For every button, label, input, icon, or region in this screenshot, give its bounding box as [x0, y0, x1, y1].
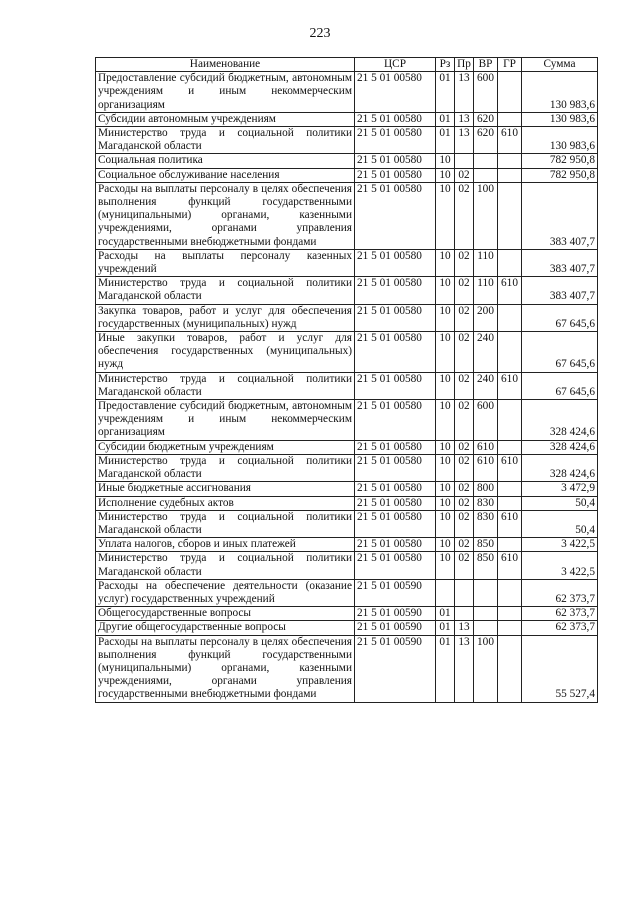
row-pr: 02	[455, 482, 474, 496]
row-csr: 21 5 01 00580	[355, 249, 436, 276]
row-rz: 10	[436, 538, 455, 552]
row-vr: 600	[474, 400, 498, 441]
row-sum: 67 645,6	[522, 372, 598, 399]
table-row	[96, 579, 598, 606]
row-pr: 13	[455, 112, 474, 126]
row-vr: 600	[474, 72, 498, 113]
row-csr: 21 5 01 00590	[355, 579, 436, 606]
row-sum: 383 407,7	[522, 277, 598, 304]
table-row	[96, 482, 598, 496]
row-rz: 10	[436, 510, 455, 537]
row-sum: 62 373,7	[522, 579, 598, 606]
row-rz: 01	[436, 127, 455, 154]
row-sum: 328 424,6	[522, 400, 598, 441]
row-pr: 02	[455, 496, 474, 510]
table-header-row	[96, 58, 598, 72]
row-csr: 21 5 01 00580	[355, 400, 436, 441]
row-vr: 850	[474, 552, 498, 579]
row-name: Министерство труда и социальной политики Магаданской области	[96, 454, 355, 481]
row-name: Министерство труда и социальной политики Магаданской области	[96, 510, 355, 537]
row-sum: 328 424,6	[522, 440, 598, 454]
row-vr	[474, 607, 498, 621]
row-vr: 610	[474, 440, 498, 454]
row-rz: 10	[436, 454, 455, 481]
row-rz: 01	[436, 635, 455, 702]
row-rz: 10	[436, 552, 455, 579]
row-gr	[498, 154, 522, 168]
row-rz: 01	[436, 112, 455, 126]
header-gr: ГР	[498, 58, 522, 72]
row-pr: 02	[455, 249, 474, 276]
row-pr: 02	[455, 304, 474, 331]
row-vr: 240	[474, 332, 498, 373]
row-name: Министерство труда и социальной политики Магаданской области	[96, 127, 355, 154]
row-pr: 02	[455, 168, 474, 182]
row-gr: 610	[498, 552, 522, 579]
row-name: Министерство труда и социальной политики Магаданской области	[96, 552, 355, 579]
row-rz: 10	[436, 332, 455, 373]
row-csr: 21 5 01 00590	[355, 607, 436, 621]
row-name: Предоставление субсидий бюджетным, автономным учреждениям и иным некоммерческим организациям	[96, 400, 355, 441]
row-rz: 01	[436, 607, 455, 621]
row-pr: 02	[455, 372, 474, 399]
row-pr	[455, 607, 474, 621]
header-pr: Пр	[455, 58, 474, 72]
row-pr: 13	[455, 635, 474, 702]
row-gr	[498, 112, 522, 126]
row-sum: 62 373,7	[522, 607, 598, 621]
row-rz: 10	[436, 154, 455, 168]
row-rz: 10	[436, 440, 455, 454]
row-rz: 10	[436, 249, 455, 276]
row-csr: 21 5 01 00580	[355, 510, 436, 537]
row-sum: 782 950,8	[522, 168, 598, 182]
row-name: Другие общегосударственные вопросы	[96, 621, 355, 635]
row-pr: 02	[455, 552, 474, 579]
table-row	[96, 332, 598, 373]
row-gr	[498, 400, 522, 441]
row-sum: 67 645,6	[522, 304, 598, 331]
row-pr: 02	[455, 538, 474, 552]
row-sum: 55 527,4	[522, 635, 598, 702]
row-rz: 10	[436, 168, 455, 182]
row-sum: 782 950,8	[522, 154, 598, 168]
row-sum: 62 373,7	[522, 621, 598, 635]
row-sum: 383 407,7	[522, 249, 598, 276]
table-row	[96, 249, 598, 276]
row-rz: 10	[436, 304, 455, 331]
row-csr: 21 5 01 00580	[355, 372, 436, 399]
row-gr	[498, 182, 522, 249]
row-name: Министерство труда и социальной политики Магаданской области	[96, 372, 355, 399]
row-name: Общегосударственные вопросы	[96, 607, 355, 621]
row-sum: 50,4	[522, 496, 598, 510]
row-sum: 328 424,6	[522, 454, 598, 481]
row-pr	[455, 154, 474, 168]
row-vr: 620	[474, 112, 498, 126]
row-csr: 21 5 01 00580	[355, 112, 436, 126]
table-row	[96, 182, 598, 249]
row-pr: 02	[455, 510, 474, 537]
row-vr: 110	[474, 277, 498, 304]
row-csr: 21 5 01 00580	[355, 72, 436, 113]
page-number: 223	[309, 26, 331, 41]
row-vr	[474, 154, 498, 168]
row-pr: 02	[455, 400, 474, 441]
row-vr: 800	[474, 482, 498, 496]
row-csr: 21 5 01 00590	[355, 635, 436, 702]
row-csr: 21 5 01 00580	[355, 127, 436, 154]
table-row	[96, 277, 598, 304]
row-gr: 610	[498, 127, 522, 154]
row-csr: 21 5 01 00590	[355, 621, 436, 635]
row-name: Исполнение судебных актов	[96, 496, 355, 510]
table-row	[96, 607, 598, 621]
row-sum: 130 983,6	[522, 72, 598, 113]
row-name: Министерство труда и социальной политики Магаданской области	[96, 277, 355, 304]
row-gr: 610	[498, 454, 522, 481]
row-csr: 21 5 01 00580	[355, 496, 436, 510]
row-pr: 02	[455, 277, 474, 304]
row-name: Иные бюджетные ассигнования	[96, 482, 355, 496]
header-rz: Рз	[436, 58, 455, 72]
table-row	[96, 372, 598, 399]
row-vr	[474, 621, 498, 635]
row-vr: 100	[474, 635, 498, 702]
row-rz: 10	[436, 372, 455, 399]
row-gr	[498, 538, 522, 552]
table-row	[96, 400, 598, 441]
row-sum: 3 422,5	[522, 538, 598, 552]
row-sum: 130 983,6	[522, 112, 598, 126]
table-row	[96, 440, 598, 454]
table-row	[96, 510, 598, 537]
row-gr	[498, 332, 522, 373]
row-name: Субсидии бюджетным учреждениям	[96, 440, 355, 454]
header-name: Наименование	[96, 58, 355, 72]
row-pr: 02	[455, 332, 474, 373]
row-csr: 21 5 01 00580	[355, 538, 436, 552]
table-row	[96, 127, 598, 154]
row-pr: 13	[455, 127, 474, 154]
table-row	[96, 454, 598, 481]
row-gr: 610	[498, 510, 522, 537]
row-rz: 01	[436, 72, 455, 113]
table-row	[96, 496, 598, 510]
row-csr: 21 5 01 00580	[355, 304, 436, 331]
row-csr: 21 5 01 00580	[355, 552, 436, 579]
row-rz: 01	[436, 621, 455, 635]
row-pr	[455, 579, 474, 606]
row-sum: 50,4	[522, 510, 598, 537]
table-row	[96, 304, 598, 331]
row-sum: 130 983,6	[522, 127, 598, 154]
row-vr: 610	[474, 454, 498, 481]
row-name: Социальное обслуживание населения	[96, 168, 355, 182]
row-gr	[498, 482, 522, 496]
row-name: Закупка товаров, работ и услуг для обеспечения государственных (муниципальных) нужд	[96, 304, 355, 331]
header-vr: ВР	[474, 58, 498, 72]
row-name: Иные закупки товаров, работ и услуг для обеспечения государственных (муниципальных) нужд	[96, 332, 355, 373]
table-row	[96, 168, 598, 182]
header-csr: ЦСР	[355, 58, 436, 72]
row-csr: 21 5 01 00580	[355, 440, 436, 454]
row-gr	[498, 579, 522, 606]
row-name: Субсидии автономным учреждениям	[96, 112, 355, 126]
row-rz: 10	[436, 400, 455, 441]
row-gr	[498, 304, 522, 331]
row-gr	[498, 496, 522, 510]
row-csr: 21 5 01 00580	[355, 154, 436, 168]
row-vr: 110	[474, 249, 498, 276]
row-gr	[498, 607, 522, 621]
row-gr: 610	[498, 372, 522, 399]
row-gr	[498, 635, 522, 702]
row-gr	[498, 621, 522, 635]
row-vr	[474, 579, 498, 606]
row-name: Социальная политика	[96, 154, 355, 168]
row-rz: 10	[436, 482, 455, 496]
row-vr: 850	[474, 538, 498, 552]
row-rz: 10	[436, 182, 455, 249]
row-vr: 830	[474, 496, 498, 510]
row-name: Расходы на выплаты персоналу в целях обеспечения выполнения функций государственными (муниципальными) органами, казенными учреждениями, органами управления государственными внебюджетными фондами	[96, 635, 355, 702]
row-vr	[474, 168, 498, 182]
row-pr: 02	[455, 182, 474, 249]
row-gr	[498, 168, 522, 182]
row-pr: 02	[455, 454, 474, 481]
row-rz: 10	[436, 277, 455, 304]
row-sum: 383 407,7	[522, 182, 598, 249]
table-row	[96, 538, 598, 552]
row-pr: 13	[455, 621, 474, 635]
table-row	[96, 635, 598, 702]
row-csr: 21 5 01 00580	[355, 332, 436, 373]
row-pr: 02	[455, 440, 474, 454]
row-sum: 67 645,6	[522, 332, 598, 373]
table-row	[96, 552, 598, 579]
row-gr	[498, 72, 522, 113]
row-gr: 610	[498, 277, 522, 304]
row-vr: 100	[474, 182, 498, 249]
row-gr	[498, 249, 522, 276]
row-csr: 21 5 01 00580	[355, 482, 436, 496]
budget-table	[95, 57, 598, 703]
row-pr: 13	[455, 72, 474, 113]
table-row	[96, 112, 598, 126]
table-row	[96, 154, 598, 168]
row-name: Расходы на выплаты персоналу в целях обеспечения выполнения функций государственными (муниципальными) органами, казенными учреждениями, органами управления государственными внебюджетными фондами	[96, 182, 355, 249]
row-name: Уплата налогов, сборов и иных платежей	[96, 538, 355, 552]
header-sum: Сумма	[522, 58, 598, 72]
row-rz	[436, 579, 455, 606]
row-sum: 3 422,5	[522, 552, 598, 579]
row-csr: 21 5 01 00580	[355, 182, 436, 249]
row-sum: 3 472,9	[522, 482, 598, 496]
row-vr: 200	[474, 304, 498, 331]
row-vr: 830	[474, 510, 498, 537]
row-rz: 10	[436, 496, 455, 510]
row-vr: 620	[474, 127, 498, 154]
table-row	[96, 621, 598, 635]
row-csr: 21 5 01 00580	[355, 168, 436, 182]
row-name: Расходы на обеспечение деятельности (оказание услуг) государственных учреждений	[96, 579, 355, 606]
table-row	[96, 72, 598, 113]
row-csr: 21 5 01 00580	[355, 277, 436, 304]
row-vr: 240	[474, 372, 498, 399]
row-csr: 21 5 01 00580	[355, 454, 436, 481]
row-gr	[498, 440, 522, 454]
row-name: Расходы на выплаты персоналу казенных учреждений	[96, 249, 355, 276]
row-name: Предоставление субсидий бюджетным, автономным учреждениям и иным некоммерческим организациям	[96, 72, 355, 113]
